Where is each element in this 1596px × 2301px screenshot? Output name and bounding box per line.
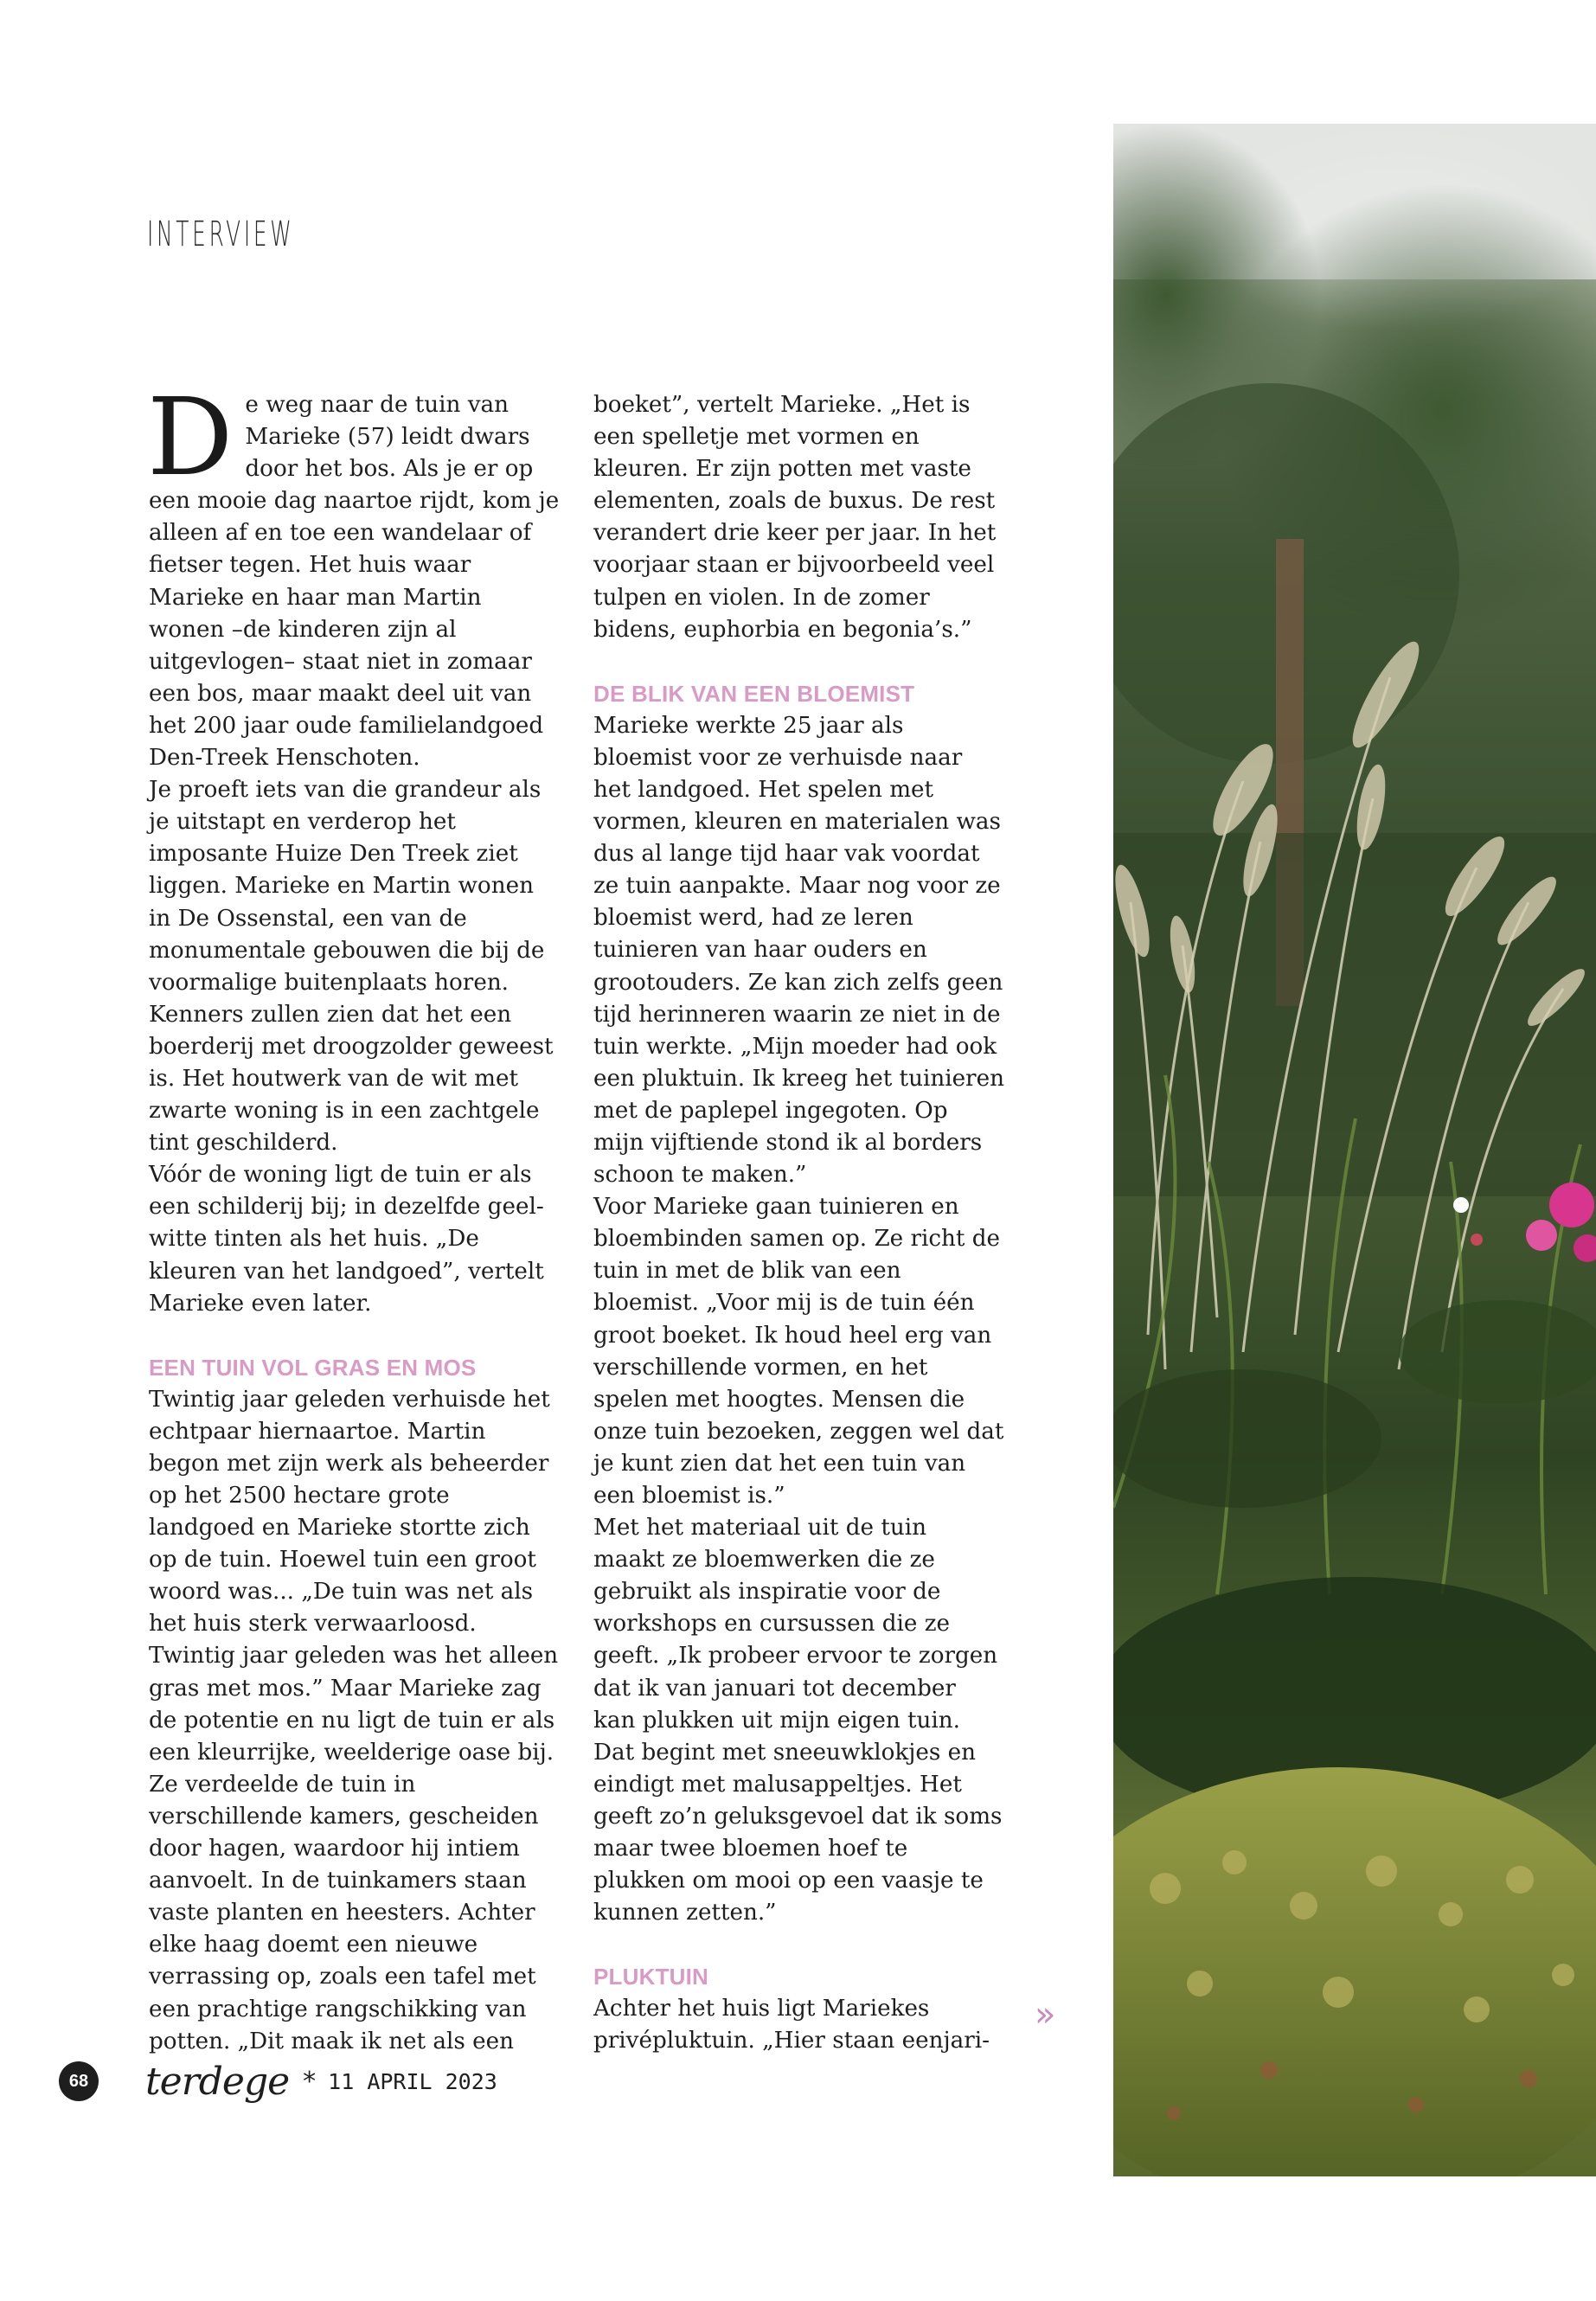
- paragraph: Je proeft iets van die grandeur als je uitstapt en verderop het imposante Huize Den Treek ziet liggen. Marieke en Martin wonen in De Ossenstal, een van de monumentale gebouwen die bij de voormalige buitenplaats horen. Kenners zullen zien dat het een boerderij met droogzolder geweest is. Het houtwerk van de wit met zwarte woning is in een zachtgele tint geschilderd.: [149, 777, 554, 1157]
- page-footer: [59, 2061, 497, 2102]
- issue-date: 11 APRIL 2023: [328, 2068, 497, 2094]
- article-column-left: [147, 375, 560, 2058]
- continue-arrow-icon[interactable]: »: [1035, 1995, 1049, 2035]
- paragraph: Vóór de woning ligt de tuin er als een schilderij bij; in dezelfde geel-witte tinten als het huis. „De kleuren van het landgoed”, vertelt Marieke even later.: [149, 1162, 544, 1317]
- paragraph: Marieke werkte 25 jaar als bloemist voor ze verhuisde naar het landgoed. Het spelen met vormen, kleuren en materialen was dus al lange tijd haar vak voordat ze tuin aanpakte. Maar nog voor ze bloemist werd, had ze leren tuinieren van haar ouders en grootouders. Ze kan zich zelfs geen tijd herinneren waarin ze niet in de tuin werkte. „Mijn moeder had ook een pluktuin. Ik kreeg het tuinieren met de paplepel ingegoten. Op mijn vijftiende stond ik al borders schoon te maken.”: [593, 712, 1004, 1189]
- separator-star-icon: *: [303, 2066, 317, 2097]
- paragraph: Twintig jaar geleden verhuisde het echtpaar hiernaartoe. Martin begon met zijn werk als beheerder op het 2500 hectare grote landgoed en Marieke stortte zich op de tuin. Hoewel tuin een groot woord was... „De tuin was net als het huis sterk verwaarloosd. Twintig jaar geleden was het alleen gras met mos.” Maar Marieke zag de potentie en nu ligt de tuin er als een kleurrijke, weelderige oase bij. Ze verdeelde de tuin in verschillende kamers, gescheiden door hagen, waardoor hij intiem aanvoelt. In de tuinkamers staan vaste planten en heesters. Achter elke haag doemt een nieuwe verrassing op, zoals een tafel met een prachtige rangschikking van potten. „Dit maak ik net als een: [149, 1386, 559, 2054]
- garden-illustration: [1113, 124, 1596, 2176]
- paragraph: e weg naar de tuin van Marieke (57) leidt dwars door het bos. Als je er op een mooie dag naartoe rijdt, kom je alleen af en toe een wandelaar of fietser tegen. Het huis waar Marieke en haar man Martin wonen –de kinderen zijn al uitgevlogen– staat niet in zomaar een bos, maar maakt deel uit van het 200 jaar oude familielandgoed Den-Treek Henschoten.: [149, 392, 560, 772]
- article-column-right: [593, 389, 1004, 2058]
- paragraph: boeket”, vertelt Marieke. „Het is een spelletje met vormen en kleuren. Er zijn potten met vaste elementen, zoals de buxus. De rest verandert drie keer per jaar. In het voorjaar staan er bijvoorbeeld veel tulpen en violen. In de zomer bidens, euphorbia en begonia’s.”: [593, 392, 997, 643]
- subheading: EEN TUIN VOL GRAS EN MOS: [149, 1354, 477, 1381]
- page-number: 68: [59, 2061, 99, 2101]
- subheading: PLUKTUIN: [593, 1964, 709, 1990]
- garden-photo: [1113, 124, 1596, 2176]
- paragraph: Voor Marieke gaan tuinieren en bloembinden samen op. Ze richt de tuin in met de blik van een bloemist. „Voor mij is de tuin één groot boeket. Ik houd heel erg van verschillende vormen, en het spelen met hoogtes. Mensen die onze tuin bezoeken, zeggen wel dat je kunt zien dat het een tuin van een bloemist is.”: [593, 1194, 1004, 1509]
- paragraph: Met het materiaal uit de tuin maakt ze bloemwerken die ze gebruikt als inspiratie voor de workshops en cursussen die ze geeft. „Ik probeer ervoor te zorgen dat ik van januari tot december kan plukken uit mijn eigen tuin. Dat begint met sneeuwklokjes en eindigt met malusappeltjes. Het geeft zo’n geluksgevoel dat ik soms maar twee bloemen hoef te plukken om mooi op een vaasje te kunnen zetten.”: [593, 1515, 1003, 1926]
- drop-cap: D: [147, 375, 234, 500]
- magazine-logo: terdege: [145, 2059, 290, 2104]
- subheading: DE BLIK VAN EEN BLOEMIST: [593, 680, 915, 707]
- section-kicker: INTERVIEW: [147, 215, 295, 254]
- paragraph: Achter het huis ligt Mariekes privépluktuin. „Hier staan eenjari-: [593, 1996, 990, 2054]
